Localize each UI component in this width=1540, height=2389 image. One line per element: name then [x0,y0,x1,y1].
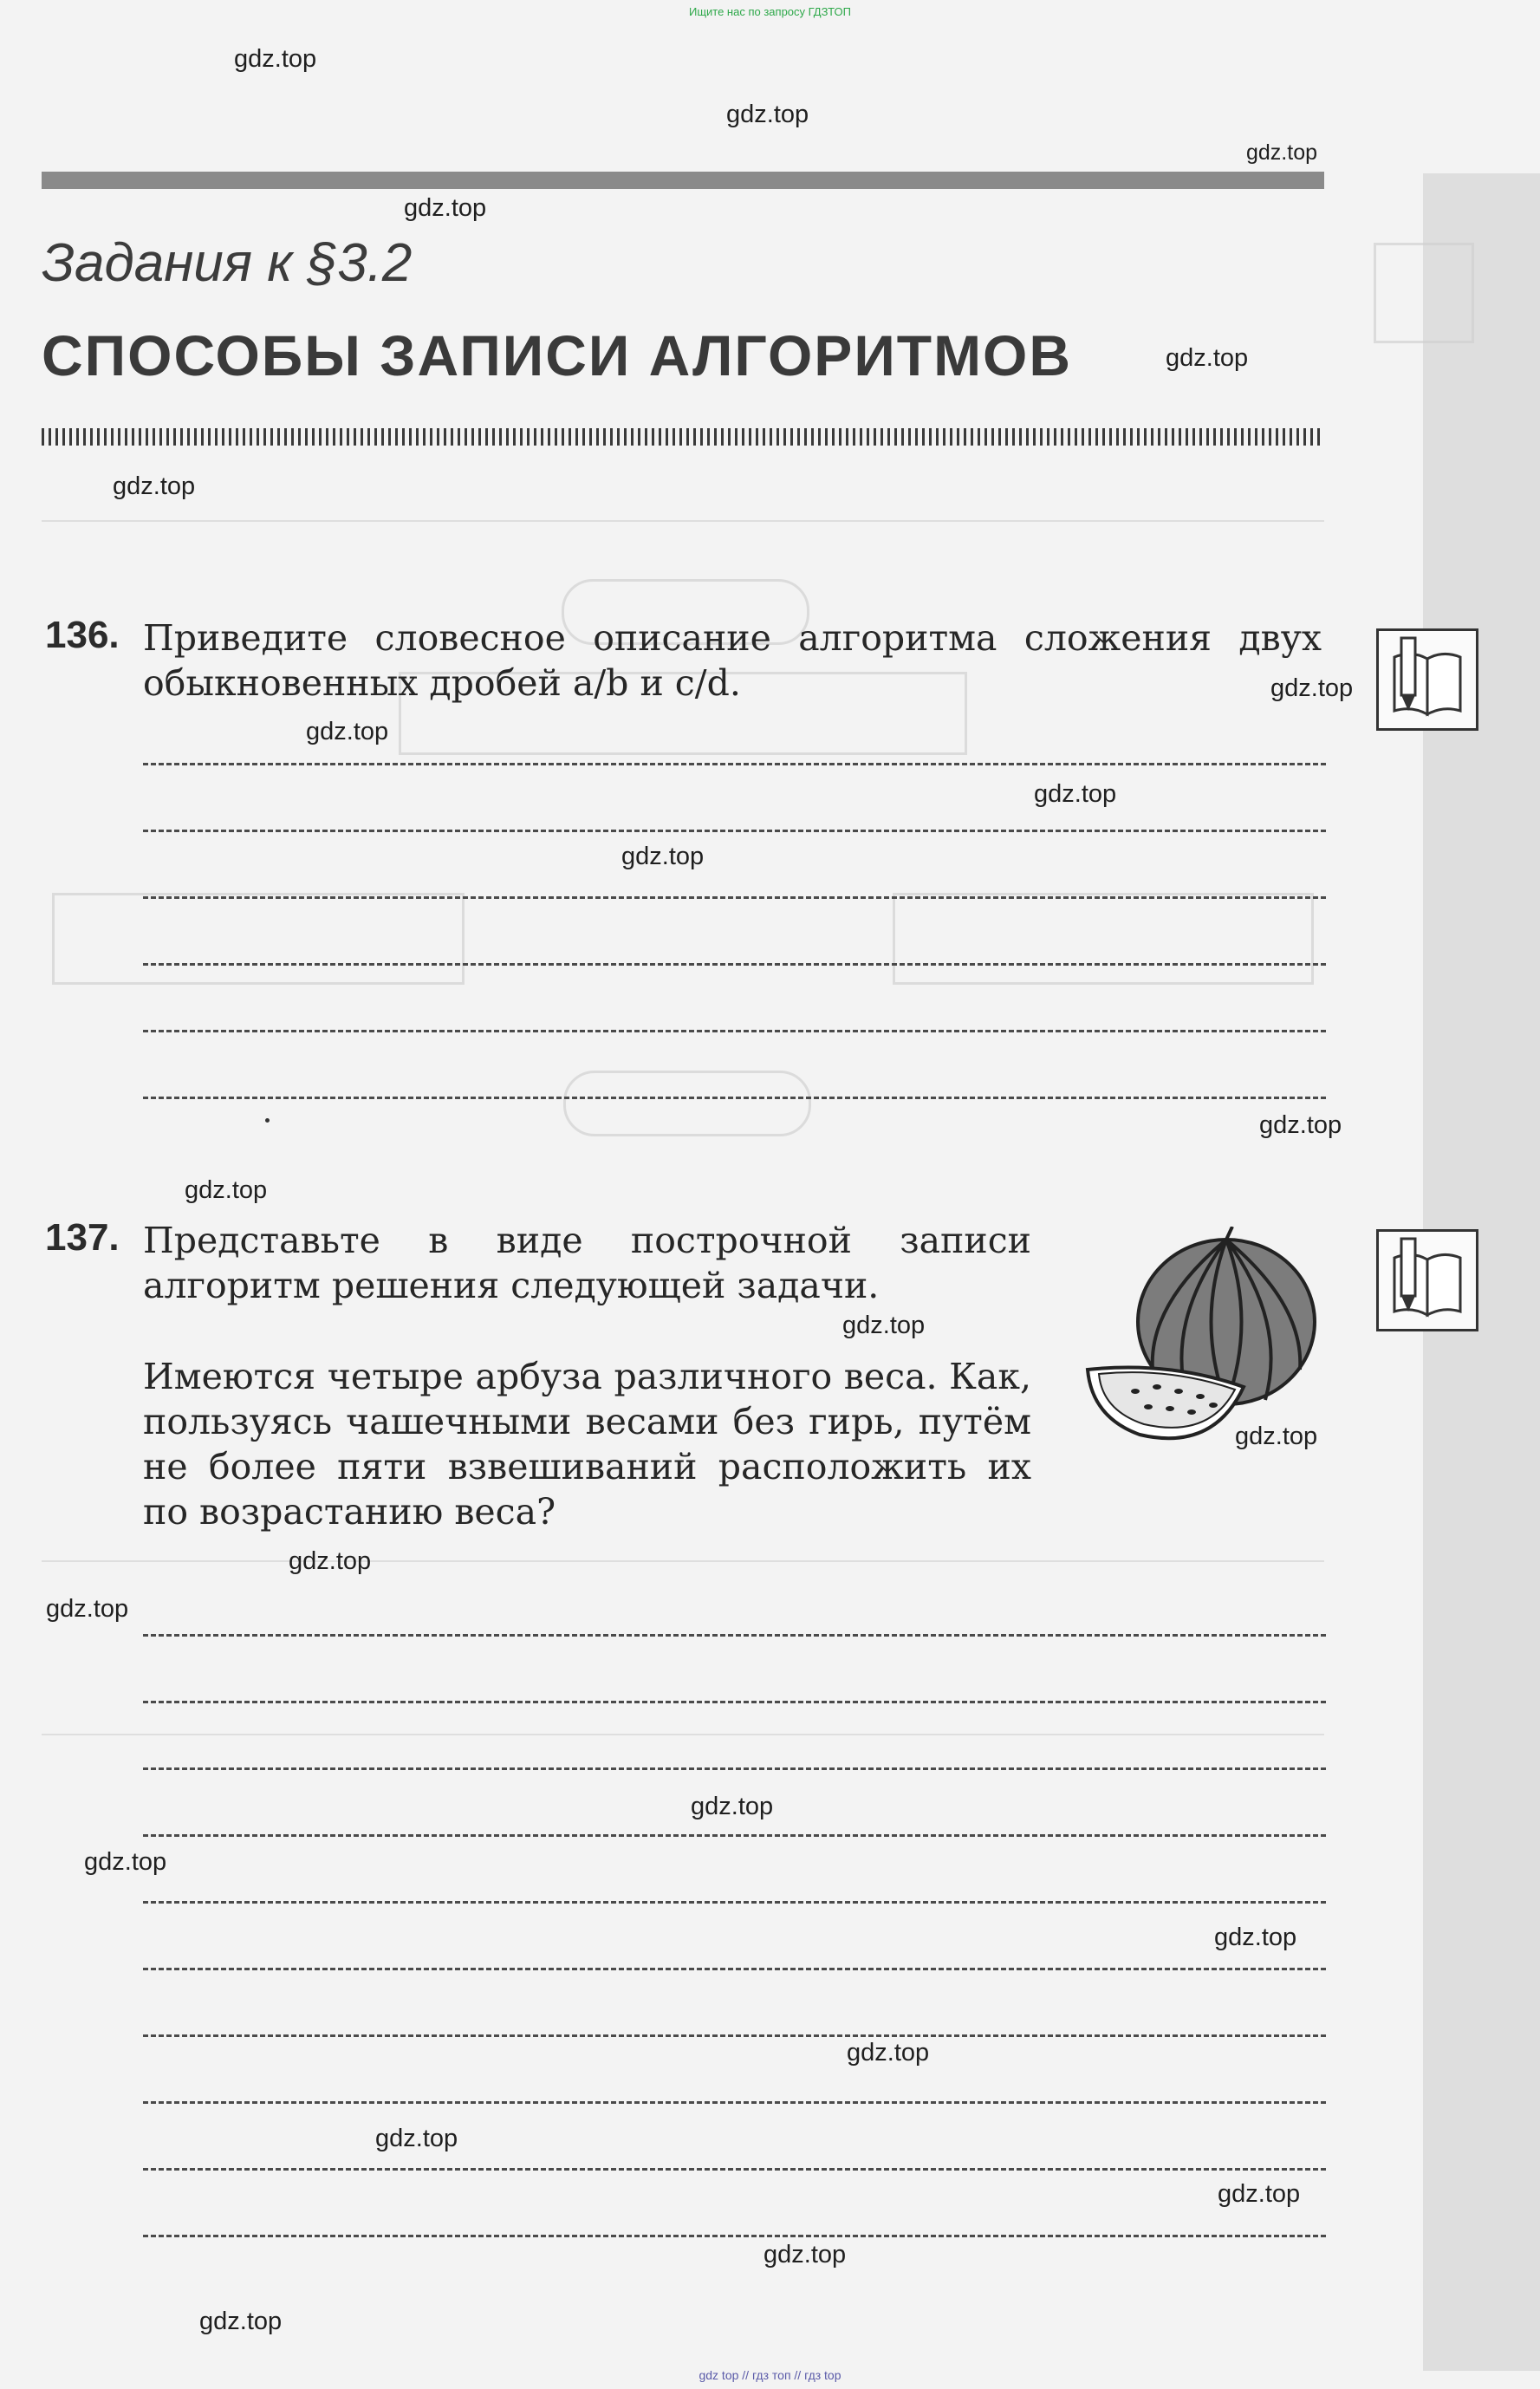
watermark: gdz.top [1246,140,1318,165]
watermark: gdz.top [726,101,809,128]
section-title: Задания к §3.2 [42,233,413,293]
top-rule [42,172,1324,189]
answer-line[interactable] [143,1097,1326,1099]
watermelon-illustration [1083,1227,1326,1452]
watermark: gdz.top [764,2241,847,2269]
watermark: gdz.top [289,1547,372,1575]
footer-links[interactable]: gdz top // гдз топ // гдз top [699,2368,841,2382]
watermark: gdz.top [1218,2180,1301,2208]
answer-line[interactable] [143,1767,1326,1770]
answer-line[interactable] [143,1701,1326,1703]
watermark: gdz.top [375,2125,458,2152]
watermark: gdz.top [847,2039,930,2067]
pencil-and-book-icon [1376,1229,1478,1331]
answer-line[interactable] [143,1834,1326,1837]
watermark: gdz.top [691,1793,774,1820]
watermark: gdz.top [234,45,317,73]
answer-line[interactable] [143,2168,1326,2171]
task-137-intro: Представьте в виде построчной записи алгоритм решения следующей задачи. [143,1220,1031,1306]
watermark: gdz.top [842,1312,926,1339]
answer-line[interactable] [143,1968,1326,1970]
ghost-line-1 [42,520,1324,522]
ghost-box-3 [52,893,465,985]
watermark: gdz.top [306,718,389,745]
watermark: gdz.top [1214,1924,1297,1951]
answer-line[interactable] [143,1901,1326,1904]
watermark: gdz.top [1034,780,1117,808]
answer-line[interactable] [143,2034,1326,2037]
ghost-box-5 [563,1071,811,1136]
watermark: gdz.top [621,843,705,870]
ghost-box-4 [893,893,1314,985]
answer-line[interactable] [143,963,1326,966]
top-search-link[interactable]: Ищите нас по запросу ГДЗТОП [688,5,851,18]
answer-line[interactable] [143,896,1326,899]
watermark: gdz.top [113,472,196,500]
section-heading: СПОСОБЫ ЗАПИСИ АЛГОРИТМОВ [42,323,1073,387]
watermark: gdz.top [1270,674,1354,702]
watermark: gdz.top [46,1595,129,1623]
hatched-rule [42,428,1324,446]
stray-dot [265,1118,270,1123]
task-137-number: 137. [45,1216,120,1259]
watermark: gdz.top [185,1176,268,1204]
pencil-and-book-icon [1376,628,1478,731]
answer-line[interactable] [143,2101,1326,2104]
ghost-line-3 [42,1734,1324,1735]
watermark: gdz.top [1235,1422,1318,1450]
answer-line[interactable] [143,830,1326,832]
watermark: gdz.top [1166,344,1249,372]
watermark: gdz.top [199,2308,283,2335]
task-136-number: 136. [45,614,120,656]
answer-line[interactable] [143,763,1326,765]
watermark: gdz.top [1259,1111,1342,1139]
ghost-icon [1374,243,1474,343]
task-136-text: Приведите словесное описание алгоритма сложения двух обыкновенных дробей a/b и c/d. [143,617,1322,704]
watermark: gdz.top [404,194,487,222]
task-137-problem: Имеются четыре арбуза различного веса. Как, пользуясь чашечными весами без гирь, путём не более пяти взвешиваний расположить их по возрастанию веса? [143,1356,1031,1533]
ghost-line-2 [42,1560,1324,1562]
answer-line[interactable] [143,2235,1326,2237]
answer-line[interactable] [143,1030,1326,1032]
watermark: gdz.top [84,1848,167,1876]
answer-line[interactable] [143,1634,1326,1637]
